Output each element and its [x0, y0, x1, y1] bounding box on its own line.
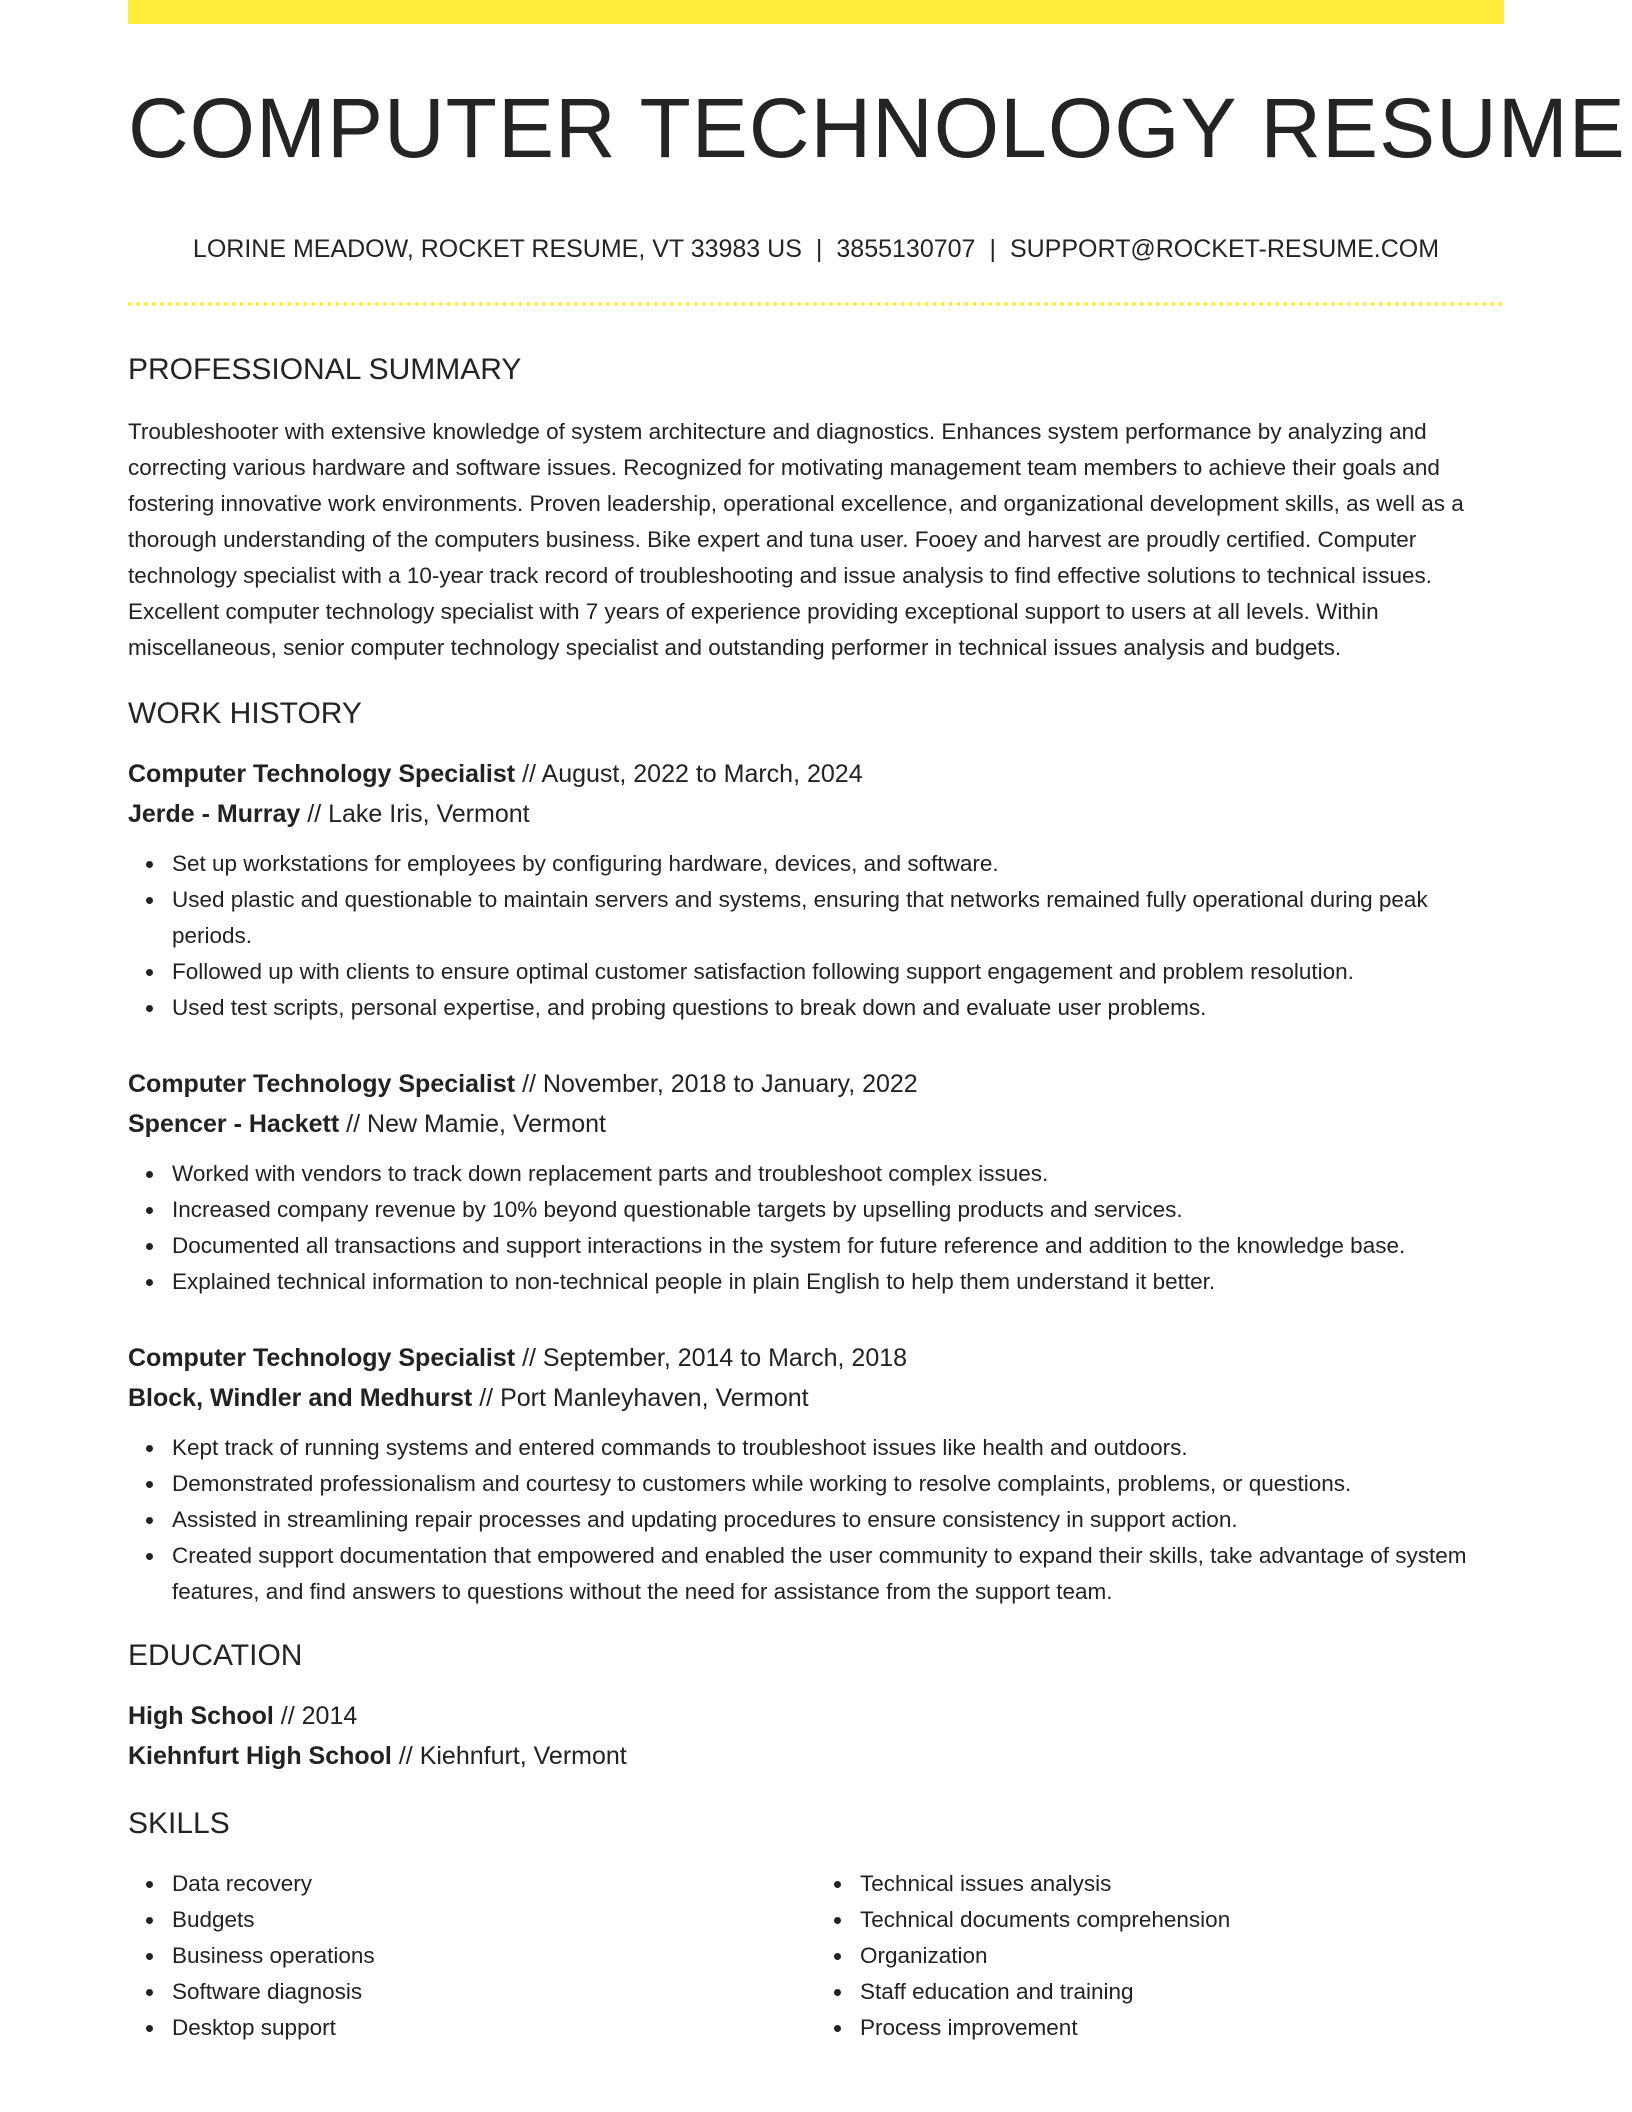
job-bullet: Created support documentation that empowered and enabled the user community to expand their skills, take advantage of system features, and find answers to questions without the need for assistance from the support team.	[172, 1538, 1504, 1610]
job-dates: August, 2022 to March, 2024	[541, 760, 863, 789]
skill-item: Technical documents comprehension	[860, 1902, 1504, 1938]
education-degree: High School	[128, 1702, 274, 1731]
job-company-line	[128, 1378, 1504, 1418]
job-separator: //	[346, 1110, 361, 1139]
job-company-line	[128, 794, 1504, 834]
job-separator: //	[522, 1070, 536, 1099]
work-history-heading: WORK HISTORY	[128, 697, 362, 731]
job-company: Block, Windler and Medhurst	[128, 1384, 473, 1413]
job-bullet: Used test scripts, personal expertise, and probing questions to break down and evaluate user problems.	[172, 990, 1504, 1026]
job-bullet: Explained technical information to non-technical people in plain English to help them understand it better.	[172, 1264, 1504, 1300]
skill-item: Business operations	[172, 1938, 816, 1974]
education-separator: //	[280, 1702, 295, 1731]
job-separator: //	[522, 760, 536, 789]
job-bullet: Set up workstations for employees by configuring hardware, devices, and software.	[172, 846, 1504, 882]
contact-email: SUPPORT@ROCKET-RESUME.COM	[1009, 235, 1440, 264]
education-separator: //	[398, 1742, 413, 1771]
resume-content	[128, 0, 1626, 2046]
job-title: Computer Technology Specialist	[128, 1070, 516, 1099]
job-location: Port Manleyhaven, Vermont	[500, 1384, 809, 1413]
education-year: 2014	[301, 1702, 358, 1731]
job-entry	[128, 1338, 1504, 1610]
job-bullet: Followed up with clients to ensure optimal customer satisfaction following support engagement and problem resolution.	[172, 954, 1504, 990]
job-bullets	[128, 1156, 1504, 1300]
dotted-divider	[128, 302, 1504, 306]
contact-address: LORINE MEADOW, ROCKET RESUME, VT 33983 US	[192, 235, 802, 264]
work-history-list	[128, 754, 1504, 1610]
summary-text: Troubleshooter with extensive knowledge of system architecture and diagnostics. Enhances system performance by analyzing and correcting various hardware and software issues. Recognized for motivating management team members to achieve their goals and fostering innovative work environments. Proven leadership, operational excellence, and organizational development skills, as well as a thorough understanding of the computers business. Bike expert and tuna user. Fooey and harvest are proudly certified. Computer technology specialist with a 10-year track record of troubleshooting and issue analysis to find effective solutions to technical issues. Excellent computer technology specialist with 7 years of experience providing exceptional support to users at all levels. Within miscellaneous, senior computer technology specialist and outstanding performer in technical issues analysis and budgets.	[128, 419, 1464, 661]
education-school: Kiehnfurt High School	[128, 1742, 392, 1771]
skill-item: Process improvement	[860, 2010, 1504, 2046]
skills-columns	[128, 1866, 1504, 2046]
job-location: New Mamie, Vermont	[367, 1110, 606, 1139]
job-separator: //	[479, 1384, 494, 1413]
job-bullet: Documented all transactions and support interactions in the system for future reference and addition to the knowledge base.	[172, 1228, 1504, 1264]
job-title: Computer Technology Specialist	[128, 760, 516, 789]
contact-phone: 3855130707	[836, 235, 976, 264]
skill-item: Organization	[860, 1938, 1504, 1974]
job-dates: November, 2018 to January, 2022	[542, 1070, 918, 1099]
job-bullet: Used plastic and questionable to maintain servers and systems, ensuring that networks remained fully operational during peak periods.	[172, 882, 1504, 954]
skill-item: Desktop support	[172, 2010, 816, 2046]
skill-item: Staff education and training	[860, 1974, 1504, 2010]
contact-line	[128, 234, 1504, 264]
skill-item: Data recovery	[172, 1866, 816, 1902]
job-company-line	[128, 1104, 1504, 1144]
summary-heading: PROFESSIONAL SUMMARY	[128, 353, 522, 387]
education-school-line	[128, 1736, 1504, 1776]
job-title: Computer Technology Specialist	[128, 1344, 516, 1373]
job-bullet: Kept track of running systems and entered commands to troubleshoot issues like health and outdoors.	[172, 1430, 1504, 1466]
skill-item: Budgets	[172, 1902, 816, 1938]
job-title-line	[128, 754, 1504, 794]
job-separator: //	[307, 800, 322, 829]
skills-right-column	[816, 1866, 1504, 2046]
resume-title: COMPUTER TECHNOLOGY RESUME	[128, 81, 1626, 175]
job-company: Spencer - Hackett	[128, 1110, 340, 1139]
job-company: Jerde - Murray	[128, 800, 301, 829]
skill-item: Software diagnosis	[172, 1974, 816, 2010]
job-bullet: Increased company revenue by 10% beyond questionable targets by upselling products and services.	[172, 1192, 1504, 1228]
job-title-line	[128, 1338, 1504, 1378]
job-bullet: Demonstrated professionalism and courtesy to customers while working to resolve complaints, problems, or questions.	[172, 1466, 1504, 1502]
job-bullet: Assisted in streamlining repair processes and updating procedures to ensure consistency in support action.	[172, 1502, 1504, 1538]
job-bullet: Worked with vendors to track down replacement parts and troubleshoot complex issues.	[172, 1156, 1504, 1192]
skills-heading: SKILLS	[128, 1807, 230, 1841]
skill-item: Technical issues analysis	[860, 1866, 1504, 1902]
education-degree-line	[128, 1696, 1504, 1736]
job-bullets	[128, 846, 1504, 1026]
education-entry	[128, 1696, 1504, 1776]
job-separator: //	[522, 1344, 536, 1373]
job-location: Lake Iris, Vermont	[328, 800, 530, 829]
education-location: Kiehnfurt, Vermont	[419, 1742, 627, 1771]
contact-separator: |	[989, 235, 996, 264]
job-entry	[128, 754, 1504, 1026]
job-bullets	[128, 1430, 1504, 1610]
job-entry	[128, 1064, 1504, 1300]
skills-left-column	[128, 1866, 816, 2046]
job-title-line	[128, 1064, 1504, 1104]
education-heading: EDUCATION	[128, 1639, 303, 1673]
job-dates: September, 2014 to March, 2018	[542, 1344, 908, 1373]
contact-separator: |	[815, 235, 823, 264]
